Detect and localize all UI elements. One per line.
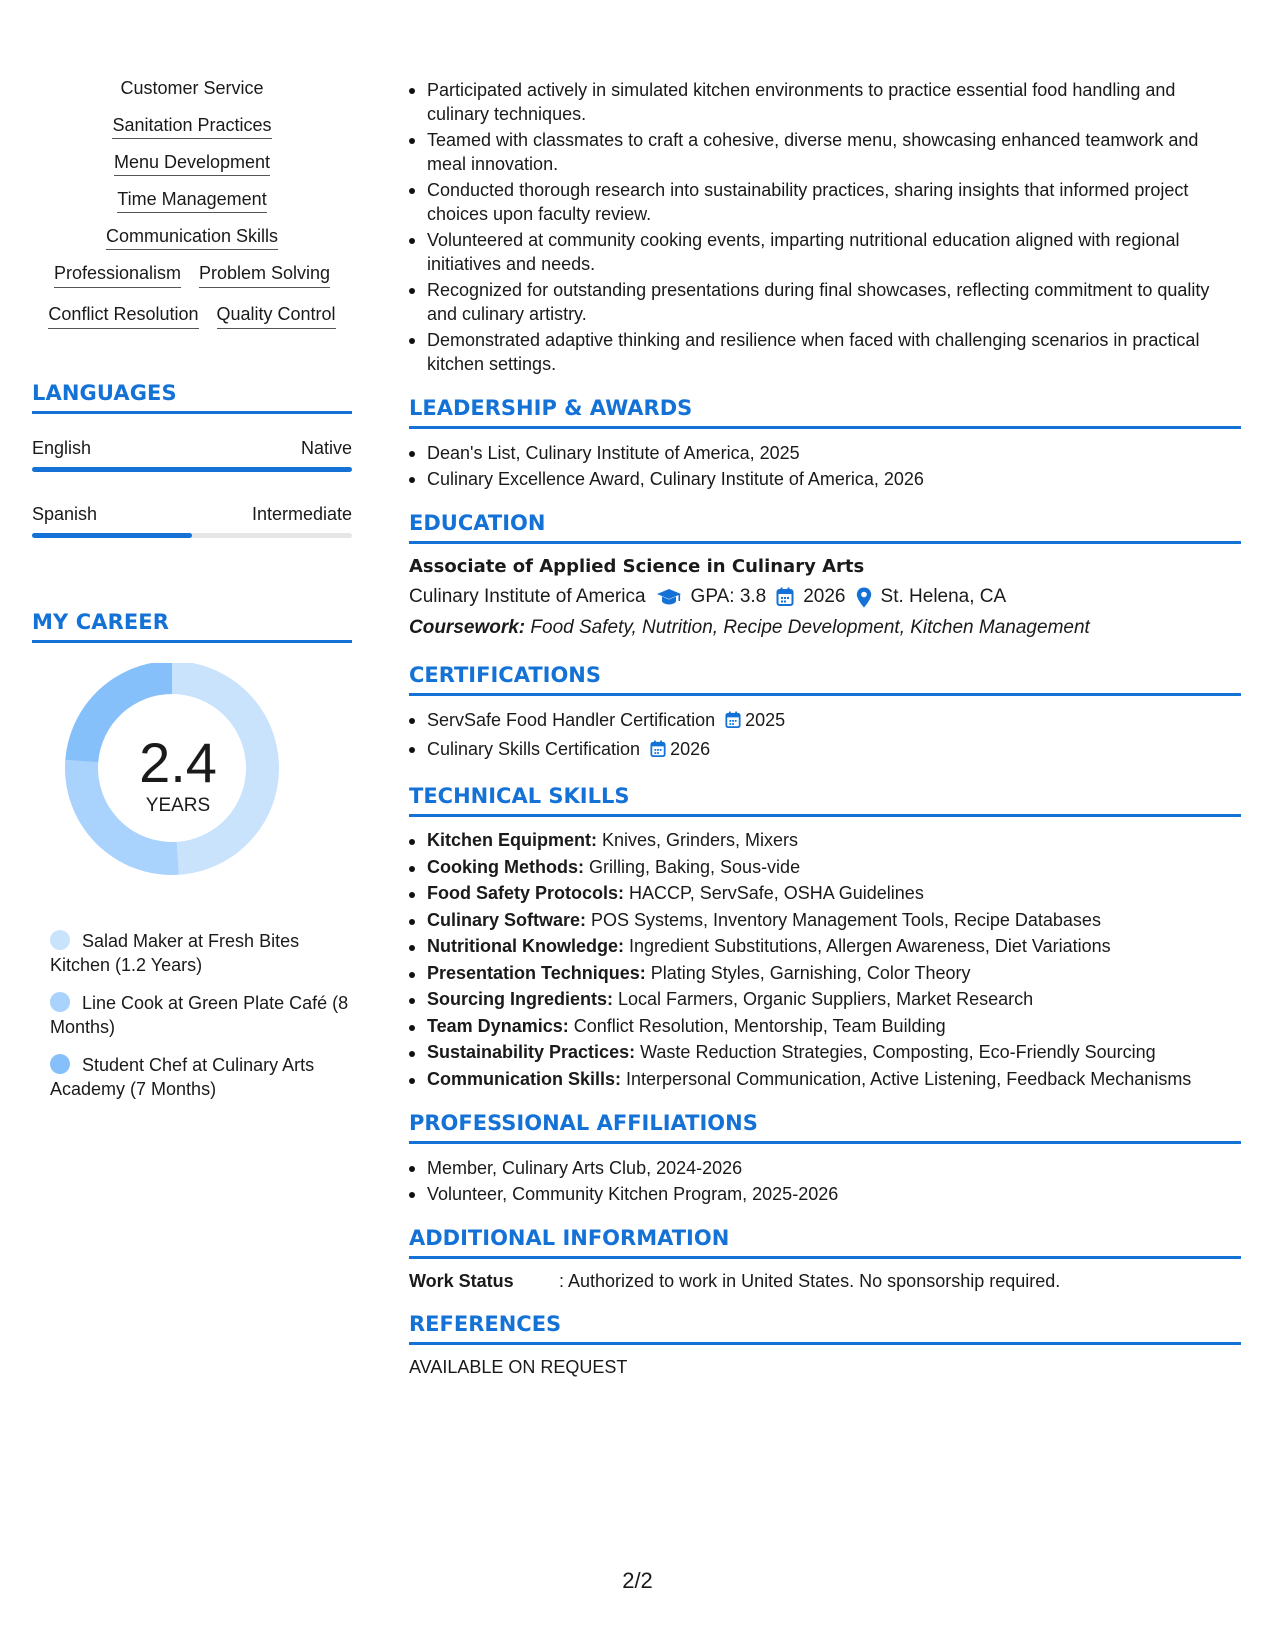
list-item — [427, 909, 1241, 933]
cert-name: ServSafe Food Handler Certification — [427, 710, 716, 730]
graduation-year: 2026 — [803, 586, 846, 607]
skill-chip-label: Time Management — [117, 189, 266, 213]
skill-key: Sustainability Practices: — [427, 1042, 636, 1062]
cert-year: 2026 — [670, 739, 711, 759]
skill-value: Interpersonal Communication, Active Listening, Feedback Mechanisms — [621, 1068, 1192, 1089]
list-item: Volunteer, Community Kitchen Program, 2025-2026 — [427, 1182, 1241, 1206]
list-item: Culinary Excellence Award, Culinary Institute of America, 2026 — [427, 467, 1241, 491]
education-heading: EDUCATION — [409, 511, 1241, 544]
technical-skills-section — [409, 784, 1241, 1091]
skill-key: Sourcing Ingredients: — [427, 989, 614, 1009]
list-item — [427, 1068, 1241, 1092]
calendar-icon — [650, 740, 666, 764]
language-level-bar — [32, 467, 352, 472]
language-level-bar — [32, 533, 352, 538]
graduation-cap-icon — [656, 587, 682, 607]
skill-key: Team Dynamics: — [427, 1015, 569, 1036]
skill-chip: Customer Service — [120, 78, 264, 98]
list-item — [427, 882, 1241, 906]
career-legend-item — [50, 929, 352, 977]
list-item — [427, 988, 1241, 1012]
additional-info-heading: ADDITIONAL INFORMATION — [409, 1226, 1241, 1259]
references-heading: REFERENCES — [409, 1312, 1241, 1345]
skill-value: Plating Styles, Garnishing, Color Theory — [645, 962, 971, 983]
calendar-icon — [776, 587, 794, 607]
language-name: English — [32, 438, 92, 458]
technical-skills-list — [409, 829, 1241, 1091]
skill-chip — [32, 189, 352, 210]
skill-value: Ingredient Substitutions, Allergen Awareness, Diet Variations — [624, 936, 1111, 956]
skill-chip: Professionalism — [54, 263, 181, 288]
certifications-heading: CERTIFICATIONS — [409, 663, 1241, 696]
language-level-fill — [32, 467, 352, 472]
education-section — [409, 511, 1241, 639]
certifications-section — [409, 663, 1241, 764]
list-item — [427, 1015, 1241, 1039]
list-item — [427, 708, 1241, 735]
calendar-icon — [725, 711, 741, 735]
skill-key: Food Safety Protocols: — [427, 883, 625, 903]
skill-key: Kitchen Equipment: — [427, 830, 597, 850]
skill-key: Communication Skills: — [427, 1068, 622, 1089]
school-location: St. Helena, CA — [880, 586, 1007, 607]
language-level-fill — [32, 533, 192, 538]
career-legend-item — [50, 1053, 352, 1101]
list-item: Participated actively in simulated kitchen environments to practice essential food handling and culinary techniques. — [427, 78, 1241, 126]
list-item: Conducted thorough research into sustainability practices, sharing insights that informed project choices upon faculty review. — [427, 178, 1241, 226]
list-item: Teamed with classmates to craft a cohesive, diverse menu, showcasing enhanced teamwork and meal innovation. — [427, 128, 1241, 176]
legend-label: Line Cook at Green Plate Café (8 Months) — [50, 993, 349, 1037]
additional-info-section — [409, 1226, 1241, 1292]
leadership-heading: LEADERSHIP & AWARDS — [409, 396, 1241, 429]
legend-dot — [50, 1054, 70, 1074]
leadership-section — [409, 396, 1241, 491]
legend-label: Student Chef at Culinary Arts Academy (7 Months) — [50, 1055, 315, 1099]
legend-label: Salad Maker at Fresh Bites Kitchen (1.2 Years) — [50, 931, 300, 975]
skill-chip: Problem Solving — [199, 263, 330, 288]
degree-title: Associate of Applied Science in Culinary Arts — [409, 556, 865, 577]
skill-key: Nutritional Knowledge: — [427, 936, 624, 956]
technical-skills-heading: TECHNICAL SKILLS — [409, 784, 1241, 817]
career-heading: MY CAREER — [32, 610, 352, 643]
skill-chip-label: Sanitation Practices — [112, 115, 271, 139]
skill-chip: Quality Control — [217, 304, 336, 329]
school-name: Culinary Institute of America — [409, 586, 646, 607]
career-total-wrap — [32, 733, 324, 817]
references-section — [409, 1312, 1241, 1378]
career-donut — [32, 663, 352, 903]
right-column — [409, 78, 1241, 1378]
work-status-value: : Authorized to work in United States. No sponsorship required. — [559, 1271, 1061, 1291]
skill-key: Culinary Software: — [427, 909, 587, 930]
list-item — [427, 856, 1241, 880]
skill-value: Waste Reduction Strategies, Composting, Eco-Friendly Sourcing — [635, 1042, 1156, 1062]
affiliations-heading: PROFESSIONAL AFFILIATIONS — [409, 1111, 1241, 1144]
career-unit: YEARS — [145, 795, 211, 816]
cert-name: Culinary Skills Certification — [427, 739, 641, 759]
skill-value: Conflict Resolution, Mentorship, Team Building — [568, 1015, 946, 1036]
language-name: Spanish — [32, 504, 98, 524]
coursework — [409, 617, 1241, 639]
skill-chip — [32, 226, 352, 247]
career-total: 2.4 — [139, 731, 217, 794]
coursework-list: Food Safety, Nutrition, Recipe Development, Kitchen Management — [525, 617, 1090, 638]
experience-bullets — [409, 78, 1241, 376]
leadership-list — [409, 441, 1241, 491]
skill-chip: Conflict Resolution — [48, 304, 198, 329]
gpa: GPA: 3.8 — [690, 586, 767, 607]
certifications-list — [409, 708, 1241, 764]
skill-value: POS Systems, Inventory Management Tools, Recipe Databases — [586, 909, 1101, 930]
skill-chip — [32, 115, 352, 136]
left-column — [32, 78, 352, 1115]
list-item — [427, 962, 1241, 986]
language-item — [32, 438, 352, 472]
languages-section — [32, 381, 352, 538]
cert-year: 2025 — [745, 710, 786, 730]
work-status-label: Work Status — [409, 1271, 514, 1291]
skill-value: Knives, Grinders, Mixers — [597, 830, 799, 850]
list-item: Dean's List, Culinary Institute of America, 2025 — [427, 441, 1241, 465]
skill-chip-label: Menu Development — [114, 152, 270, 176]
skill-value: Grilling, Baking, Sous-vide — [583, 856, 801, 877]
coursework-label: Coursework: — [409, 617, 526, 638]
language-level: Native — [300, 438, 352, 458]
list-item: Volunteered at community cooking events, imparting nutritional education aligned with regional initiatives and needs. — [427, 228, 1241, 276]
languages-heading: LANGUAGES — [32, 381, 352, 414]
list-item — [427, 829, 1241, 853]
skill-key: Presentation Techniques: — [427, 962, 646, 983]
work-status — [409, 1271, 1241, 1292]
language-level: Intermediate — [251, 504, 352, 524]
skill-value: Local Farmers, Organic Suppliers, Market Research — [613, 989, 1034, 1009]
career-legend — [32, 929, 352, 1101]
skill-value: HACCP, ServSafe, OSHA Guidelines — [624, 883, 924, 903]
skill-chip — [32, 152, 352, 173]
list-item: Recognized for outstanding presentations during final showcases, reflecting commitment to quality and culinary artistry. — [427, 278, 1241, 326]
education-details — [409, 586, 1241, 608]
legend-dot — [50, 992, 70, 1012]
skill-key: Cooking Methods: — [427, 856, 584, 877]
list-item: Member, Culinary Arts Club, 2024-2026 — [427, 1156, 1241, 1180]
career-legend-item — [50, 991, 352, 1039]
legend-dot — [50, 930, 70, 950]
page-number: 2/2 — [622, 1568, 653, 1593]
location-pin-icon — [856, 587, 872, 608]
skill-chip-label: Communication Skills — [106, 226, 278, 250]
references-text: AVAILABLE ON REQUEST — [409, 1357, 628, 1377]
list-item — [427, 935, 1241, 959]
list-item: Demonstrated adaptive thinking and resilience when faced with challenging scenarios in practical kitchen settings. — [427, 328, 1241, 376]
affiliations-section — [409, 1111, 1241, 1206]
list-item — [427, 1041, 1241, 1065]
affiliations-list — [409, 1156, 1241, 1206]
list-item — [427, 737, 1241, 764]
career-section — [32, 610, 352, 1101]
skills-chips — [32, 78, 352, 329]
language-item — [32, 504, 352, 538]
